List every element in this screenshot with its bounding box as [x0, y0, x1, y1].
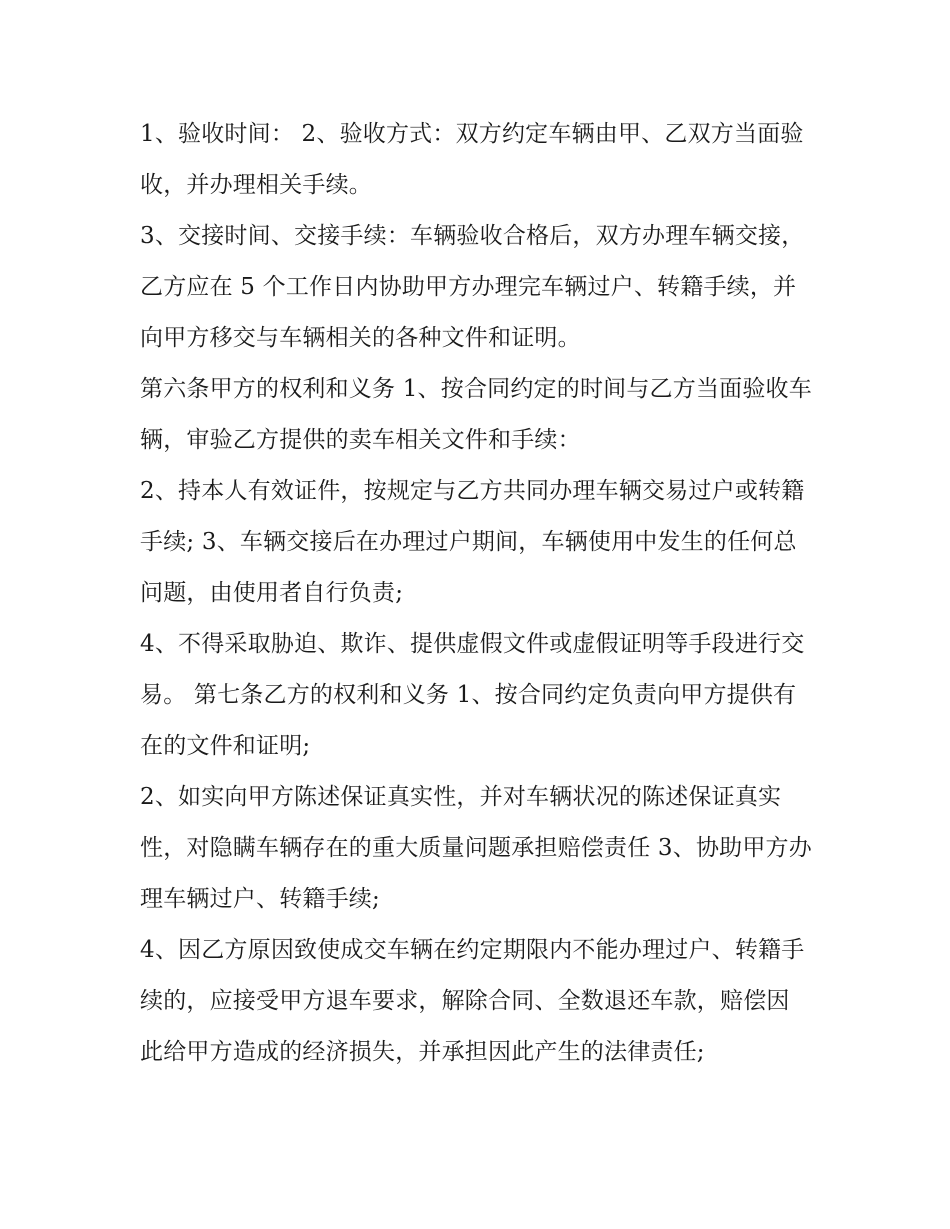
- paragraph-article-6: 第六条甲方的权利和义务 1、按合同约定的时间与乙方当面验收车辆，审验乙方提供的卖车相关文件和手续：: [140, 376, 812, 453]
- paragraph-party-b-duty-4: 4、因乙方原因致使成交车辆在约定期限内不能办理过户、转籍手续的，应接受甲方退车要求，解除合同、全数退还车款，赔偿因此给甲方造成的经济损失，并承担因此产生的法律责任;: [140, 937, 805, 1065]
- paragraph-acceptance-time: 1、验收时间： 2、验收方式：双方约定车辆由甲、乙双方当面验收，并办理相关手续。: [140, 121, 804, 198]
- paragraph-party-b-duty-2: 2、如实向甲方陈述保证真实性，并对车辆状况的陈述保证真实性，对隐瞒车辆存在的重大质量问题承担赔偿责任 3、协助甲方办理车辆过户、转籍手续;: [140, 784, 812, 912]
- document-body: [140, 109, 812, 1078]
- paragraph-party-a-duty-2: 2、持本人有效证件，按规定与乙方共同办理车辆交易过户或转籍手续; 3、车辆交接后在办理过户期间，车辆使用中发生的任何总问题，由使用者自行负责;: [140, 478, 805, 606]
- paragraph-handover: 3、交接时间、交接手续：车辆验收合格后，双方办理车辆交接，乙方应在 5 个工作日内协助甲方办理完车辆过户、转籍手续，并向甲方移交与车辆相关的各种文件和证明。: [140, 223, 805, 351]
- paragraph-article-7: 4、不得采取胁迫、欺诈、提供虚假文件或虚假证明等手段进行交易。 第七条乙方的权利和义务 1、按合同约定负责向甲方提供有在的文件和证明;: [140, 631, 805, 759]
